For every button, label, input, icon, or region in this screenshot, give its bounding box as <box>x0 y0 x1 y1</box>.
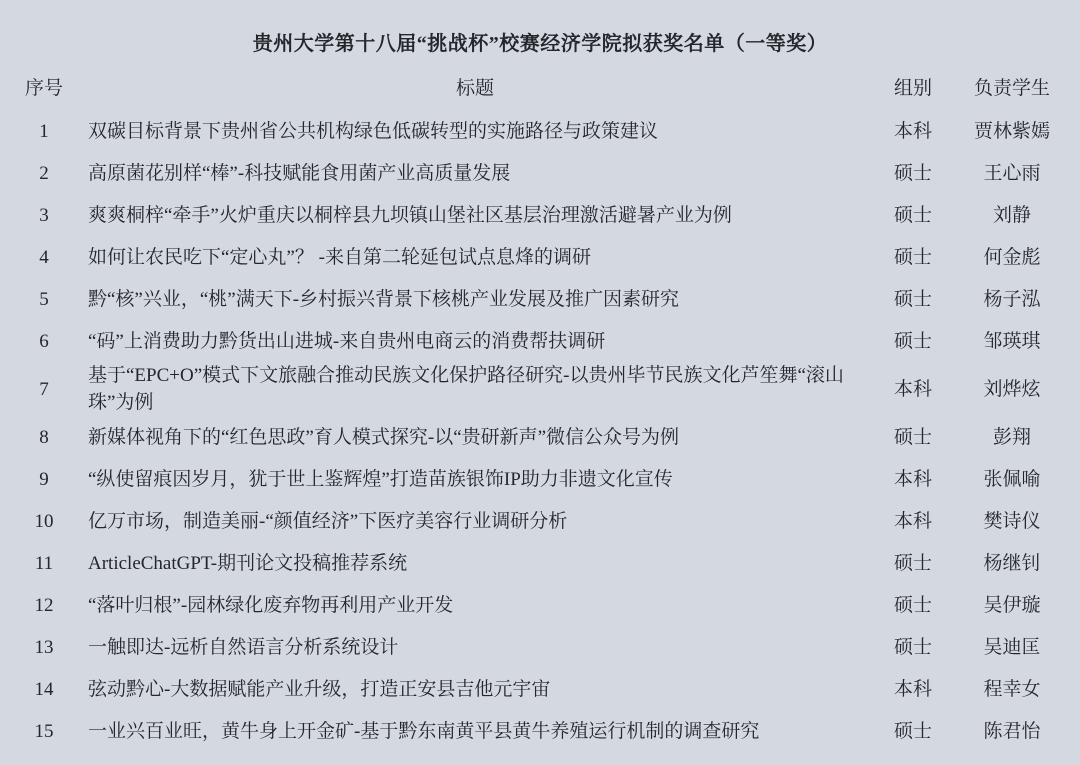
cell-title: 高原菌花别样“棒”-科技赋能食用菌产业高质量发展 <box>88 162 511 184</box>
cell-seq: 8 <box>39 426 49 448</box>
table-row <box>0 236 1080 278</box>
table-row <box>0 668 1080 710</box>
cell-title: 基于“EPC+O”模式下文旅融合推动民族文化保护路径研究-以贵州毕节民族文化芦笙舞“滚山珠”为例 <box>88 365 844 413</box>
cell-group: 硕士 <box>893 552 932 574</box>
cell-seq: 4 <box>39 246 49 268</box>
cell-student: 何金彪 <box>983 246 1041 268</box>
cell-student: 吴伊璇 <box>983 594 1041 616</box>
cell-student: 樊诗仪 <box>983 510 1041 532</box>
cell-student: 邹瑛琪 <box>983 330 1041 352</box>
cell-group: 硕士 <box>893 288 932 310</box>
awards-table <box>0 66 1080 752</box>
cell-seq: 3 <box>39 204 49 226</box>
cell-group: 硕士 <box>893 636 932 658</box>
cell-title: 一业兴百业旺，黄牛身上开金矿-基于黔东南黄平县黄牛养殖运行机制的调查研究 <box>88 720 760 742</box>
cell-student: 程幸女 <box>983 678 1041 700</box>
table-row <box>0 194 1080 236</box>
cell-seq: 5 <box>39 288 49 310</box>
cell-title: 新媒体视角下的“红色思政”育人模式探究-以“贵研新声”微信公众号为例 <box>88 426 680 448</box>
cell-seq: 6 <box>39 330 49 352</box>
cell-title: 黔“核”兴业，“桃”满天下-乡村振兴背景下核桃产业发展及推广因素研究 <box>88 288 680 310</box>
cell-group: 硕士 <box>893 426 932 448</box>
table-row <box>0 542 1080 584</box>
cell-group: 硕士 <box>893 204 932 226</box>
cell-group: 本科 <box>893 378 932 400</box>
header-seq: 序号 <box>24 77 63 99</box>
table-body <box>0 110 1080 752</box>
cell-title: 弦动黔心-大数据赋能产业升级，打造正安县吉他元宇宙 <box>88 678 551 700</box>
table-row <box>0 152 1080 194</box>
cell-title: “码”上消费助力黔货出山进城-来自贵州电商云的消费帮扶调研 <box>88 330 606 352</box>
cell-student: 杨继钊 <box>983 552 1041 574</box>
cell-group: 本科 <box>893 510 932 532</box>
cell-group: 硕士 <box>893 720 932 742</box>
cell-group: 本科 <box>893 468 932 490</box>
cell-student: 张佩喻 <box>983 468 1041 490</box>
header-group: 组别 <box>893 77 932 99</box>
cell-seq: 2 <box>39 162 49 184</box>
cell-student: 彭翔 <box>992 426 1031 448</box>
cell-group: 本科 <box>893 120 932 142</box>
table-row <box>0 110 1080 152</box>
cell-title: 双碳目标背景下贵州省公共机构绿色低碳转型的实施路径与政策建议 <box>88 120 659 142</box>
cell-title: 亿万市场，制造美丽-“颜值经济”下医疗美容行业调研分析 <box>88 510 568 532</box>
cell-seq: 11 <box>34 552 54 574</box>
cell-title: ArticleChatGPT-期刊论文投稿推荐系统 <box>88 552 408 574</box>
cell-seq: 14 <box>34 678 54 700</box>
cell-group: 硕士 <box>893 330 932 352</box>
cell-student: 陈君怡 <box>983 720 1041 742</box>
cell-student: 吴迪匡 <box>983 636 1041 658</box>
table-row <box>0 500 1080 542</box>
header-student: 负责学生 <box>973 77 1050 99</box>
cell-student: 刘静 <box>992 204 1031 226</box>
cell-title: 爽爽桐梓“牵手”火炉重庆以桐梓县九坝镇山堡社区基层治理激活避暑产业为例 <box>88 204 732 226</box>
cell-seq: 10 <box>34 510 54 532</box>
table-row <box>0 626 1080 668</box>
cell-title: 如何让农民吃下“定心丸”？ -来自第二轮延包试点息烽的调研 <box>88 246 591 268</box>
table-row <box>0 362 1080 416</box>
cell-title: 一触即达-远析自然语言分析系统设计 <box>88 636 399 658</box>
cell-student: 刘烨炫 <box>983 378 1041 400</box>
table-row <box>0 584 1080 626</box>
cell-group: 硕士 <box>893 594 932 616</box>
table-row <box>0 458 1080 500</box>
cell-seq: 7 <box>39 378 49 400</box>
cell-seq: 12 <box>34 594 54 616</box>
cell-seq: 15 <box>34 720 54 742</box>
cell-group: 本科 <box>893 678 932 700</box>
table-row <box>0 320 1080 362</box>
cell-group: 硕士 <box>893 246 932 268</box>
cell-student: 贾林紫嫣 <box>973 120 1050 142</box>
header-title: 标题 <box>455 77 494 99</box>
cell-student: 王心雨 <box>983 162 1041 184</box>
table-row <box>0 278 1080 320</box>
cell-seq: 1 <box>39 120 49 142</box>
table-header-row <box>0 66 1080 110</box>
cell-title: “落叶归根”-园林绿化废弃物再利用产业开发 <box>88 594 454 616</box>
table-row <box>0 710 1080 752</box>
cell-seq: 9 <box>39 468 49 490</box>
cell-title: “纵使留痕因岁月，犹于世上鉴辉煌”打造苗族银饰IP助力非遗文化宣传 <box>88 468 673 490</box>
cell-seq: 13 <box>34 636 54 658</box>
cell-student: 杨子泓 <box>983 288 1041 310</box>
table-row <box>0 416 1080 458</box>
cell-group: 硕士 <box>893 162 932 184</box>
page-title: 贵州大学第十八届“挑战杯”校赛经济学院拟获奖名单（一等奖） <box>252 33 828 55</box>
